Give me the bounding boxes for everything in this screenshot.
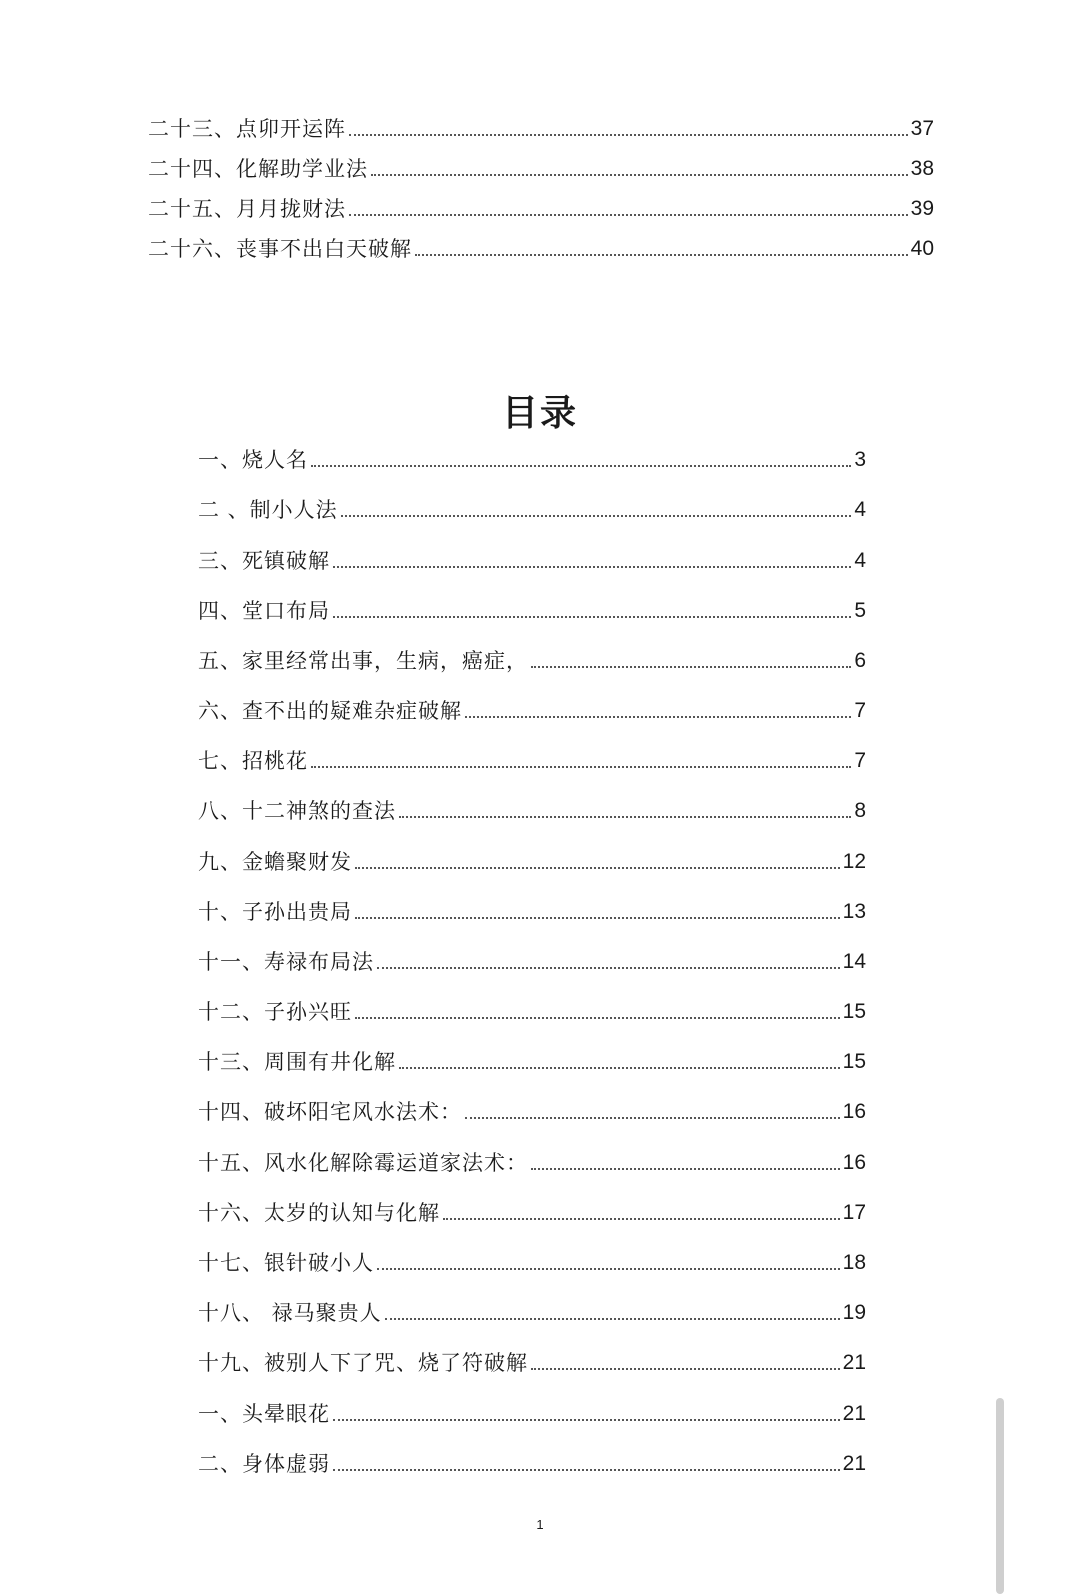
dot-leader [399, 816, 851, 818]
toc-entry[interactable] [148, 196, 934, 222]
toc-entry-page: 6 [854, 649, 866, 672]
toc-entry[interactable] [198, 447, 866, 473]
toc-entry[interactable] [148, 236, 934, 262]
toc-entry-page: 5 [854, 599, 866, 622]
scrollbar-thumb[interactable] [996, 1398, 1004, 1594]
toc-entry-label: 一、烧人名 [198, 448, 308, 472]
dot-leader [377, 967, 840, 969]
toc-entry[interactable] [198, 1451, 866, 1477]
toc-entry-page: 14 [842, 950, 866, 973]
page-number: 1 [536, 1517, 544, 1532]
dot-leader [371, 174, 908, 176]
toc-entry-page: 17 [842, 1201, 866, 1224]
toc-entry[interactable] [198, 698, 866, 724]
toc-entry[interactable] [198, 548, 866, 574]
dot-leader [355, 917, 840, 919]
dot-leader [333, 1419, 840, 1421]
toc-entry-label: 十八、 禄马聚贵人 [198, 1301, 382, 1325]
toc-entry-label: 二十四、化解助学业法 [148, 157, 368, 181]
toc-entry-label: 六、查不出的疑难杂症破解 [198, 699, 462, 723]
toc-entry-label: 二十三、点卯开运阵 [148, 117, 346, 141]
toc-entry-page: 21 [842, 1351, 866, 1374]
toc-entry-label: 九、金蟾聚财发 [198, 850, 352, 874]
dot-leader [415, 254, 908, 256]
toc-entry-page: 38 [910, 157, 934, 180]
toc-entry-page: 13 [842, 900, 866, 923]
dot-leader [399, 1067, 840, 1069]
toc-entry[interactable] [148, 116, 934, 142]
toc-entry[interactable] [198, 1250, 866, 1276]
toc-entry[interactable] [198, 648, 866, 674]
toc-entry[interactable] [198, 497, 866, 523]
toc-entry-label: 八、十二神煞的查法 [198, 799, 396, 823]
dot-leader [333, 616, 851, 618]
toc-entry[interactable] [198, 1350, 866, 1376]
dot-leader [377, 1268, 840, 1270]
toc-entry-page: 15 [842, 1050, 866, 1073]
toc-entry-page: 37 [910, 117, 934, 140]
toc-entry[interactable] [198, 1200, 866, 1226]
toc-entry-page: 19 [842, 1301, 866, 1324]
toc-entry-label: 二 、制小人法 [198, 498, 338, 522]
dot-leader [333, 1469, 840, 1471]
toc-entry-page: 39 [910, 197, 934, 220]
toc-entry[interactable] [198, 899, 866, 925]
dot-leader [443, 1218, 840, 1220]
toc-entry[interactable] [148, 156, 934, 182]
dot-leader [333, 566, 851, 568]
toc-entry[interactable] [198, 1049, 866, 1075]
toc-entry-label: 十七、银针破小人 [198, 1251, 374, 1275]
toc-entry-label: 十二、子孙兴旺 [198, 1000, 352, 1024]
toc-entry-label: 十五、风水化解除霉运道家法术： [198, 1151, 528, 1175]
toc-entry[interactable] [198, 748, 866, 774]
dot-leader [465, 1117, 840, 1119]
dot-leader [349, 134, 908, 136]
toc-entry-label: 二十五、月月拢财法 [148, 197, 346, 221]
toc-entry-page: 21 [842, 1402, 866, 1425]
toc-entry-page: 4 [854, 498, 866, 521]
toc-entry[interactable] [198, 798, 866, 824]
toc-entry[interactable] [198, 949, 866, 975]
toc-entry-label: 十六、太岁的认知与化解 [198, 1201, 440, 1225]
toc-entry-page: 15 [842, 1000, 866, 1023]
dot-leader [531, 1368, 840, 1370]
toc-entry[interactable] [198, 1099, 866, 1125]
toc-entry-label: 十一、寿禄布局法 [198, 950, 374, 974]
toc-entry[interactable] [198, 999, 866, 1025]
toc-entry-page: 16 [842, 1151, 866, 1174]
dot-leader [385, 1318, 840, 1320]
toc-entry-page: 4 [854, 549, 866, 572]
dot-leader [465, 716, 851, 718]
toc-entry-page: 40 [910, 237, 934, 260]
toc-entry-label: 七、招桃花 [198, 749, 308, 773]
toc-entry-label: 四、堂口布局 [198, 599, 330, 623]
toc-entry-label: 二、身体虚弱 [198, 1452, 330, 1476]
dot-leader [311, 465, 851, 467]
dot-leader [311, 766, 851, 768]
toc-entry-page: 12 [842, 850, 866, 873]
toc-entry[interactable] [198, 1150, 866, 1176]
toc-entry-page: 7 [854, 749, 866, 772]
toc-entry-label: 十四、破坏阳宅风水法术： [198, 1100, 462, 1124]
toc-entry-page: 8 [854, 799, 866, 822]
toc-title: 目录 [501, 393, 578, 434]
toc-entry[interactable] [198, 1300, 866, 1326]
toc-entry-label: 三、死镇破解 [198, 549, 330, 573]
toc-entry-label: 十九、被别人下了咒、烧了符破解 [198, 1351, 528, 1375]
toc-entry-page: 18 [842, 1251, 866, 1274]
toc-entry-page: 21 [842, 1452, 866, 1475]
toc-entry-page: 3 [854, 448, 866, 471]
dot-leader [341, 515, 852, 517]
toc-entry-label: 二十六、丧事不出白天破解 [148, 237, 412, 261]
toc-entry-label: 十三、周围有井化解 [198, 1050, 396, 1074]
toc-entry[interactable] [198, 849, 866, 875]
toc-entry-page: 16 [842, 1100, 866, 1123]
toc-entry[interactable] [198, 1401, 866, 1427]
dot-leader [355, 867, 840, 869]
toc-entry-page: 7 [854, 699, 866, 722]
toc-entry-label: 五、家里经常出事，生病，癌症， [198, 649, 528, 673]
dot-leader [531, 1168, 840, 1170]
toc-entry[interactable] [198, 598, 866, 624]
toc-entry-label: 十、子孙出贵局 [198, 900, 352, 924]
toc-entry-label: 一、头晕眼花 [198, 1402, 330, 1426]
dot-leader [531, 666, 851, 668]
dot-leader [349, 214, 908, 216]
dot-leader [355, 1017, 840, 1019]
